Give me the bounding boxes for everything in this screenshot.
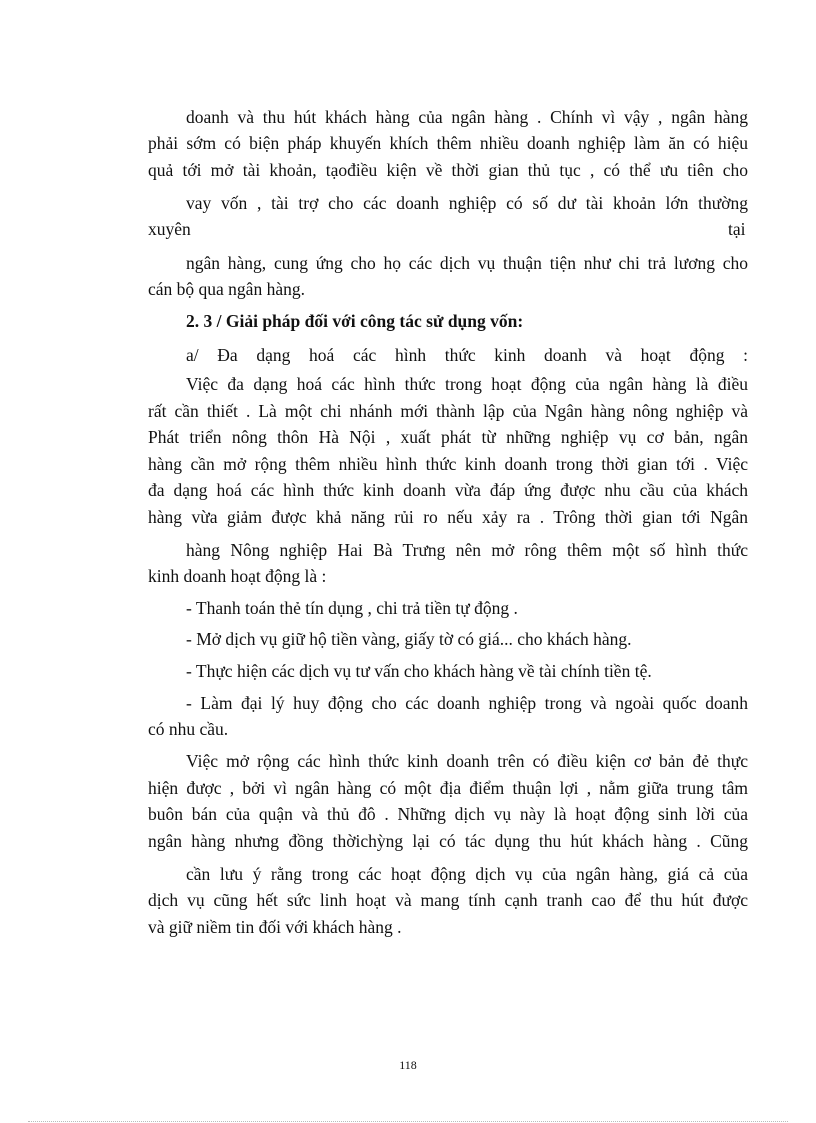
- body-line: ngân hàng nhưng đồng thờichỳng lại có tác dụng thu hút khách hàng . Cũng: [148, 831, 748, 851]
- body-line: hàng vừa giảm được khả năng rủi ro nếu xảy ra . Trông thời gian tới Ngân: [148, 507, 748, 527]
- body-line: quả tới mở tài khoản, tạođiều kiện về thời gian thủ tục , có thể ưu tiên cho: [148, 160, 748, 180]
- body-line: và giữ niềm tin đối với khách hàng .: [148, 917, 402, 937]
- subsection-heading: a/ Đa dạng hoá các hình thức kinh doanh và hoạt động :: [186, 345, 748, 365]
- body-line: vay vốn , tài trợ cho các doanh nghiệp có số dư tài khoản lớn thường: [186, 193, 748, 213]
- list-item-continued: có nhu cầu.: [148, 719, 229, 739]
- body-line: rất cần thiết . Là một chi nhánh mới thành lập của Ngân hàng nông nghiệp và: [148, 401, 748, 421]
- body-line: kinh doanh hoạt động là :: [148, 566, 327, 586]
- page-edge-divider: [28, 1121, 788, 1122]
- body-line: phải sớm có biện pháp khuyến khích thêm nhiều doanh nghiệp làm ăn có hiệu: [148, 133, 748, 153]
- body-line: Việc đa dạng hoá các hình thức trong hoạt động của ngân hàng là điều: [186, 374, 748, 394]
- body-line: xuyên: [148, 219, 191, 239]
- list-item: - Thanh toán thẻ tín dụng , chi trả tiền tự động .: [186, 598, 518, 618]
- body-line: đa dạng hoá các hình thức kinh doanh vừa đáp ứng được nhu cầu của khách: [148, 480, 748, 500]
- body-line: ngân hàng, cung ứng cho họ các dịch vụ thuận tiện như chi trả lương cho: [186, 253, 748, 273]
- list-item: - Làm đại lý huy động cho các doanh nghiệp trong và ngoài quốc doanh: [186, 693, 748, 713]
- body-line: hiện được , bởi vì ngân hàng có một địa điểm thuận lợi , nằm giữa trung tâm: [148, 778, 748, 798]
- body-line: Việc mở rộng các hình thức kinh doanh trên có điều kiện cơ bản đẻ thực: [186, 751, 748, 771]
- page-number: 118: [399, 1058, 417, 1072]
- section-heading: 2. 3 / Giải pháp đối với công tác sử dụng vốn:: [186, 311, 524, 331]
- body-line: tại: [728, 219, 746, 239]
- list-item: - Thực hiện các dịch vụ tư vấn cho khách hàng về tài chính tiền tệ.: [186, 661, 652, 681]
- body-line: doanh và thu hút khách hàng của ngân hàng . Chính vì vậy , ngân hàng: [186, 107, 748, 127]
- body-line: hàng Nông nghiệp Hai Bà Trưng nên mở rông thêm một số hình thức: [186, 540, 748, 560]
- body-line: hàng cần mở rộng thêm nhiều hình thức kinh doanh trong thời gian tới . Việc: [148, 454, 748, 474]
- body-line: Phát triển nông thôn Hà Nội , xuất phát từ những nghiệp vụ cơ bản, ngân: [148, 427, 748, 447]
- list-item: - Mở dịch vụ giữ hộ tiền vàng, giấy tờ có giá... cho khách hàng.: [186, 629, 632, 649]
- body-line: buôn bán của quận và thủ đô . Những dịch vụ này là hoạt động sinh lời của: [148, 804, 748, 824]
- body-line: dịch vụ cũng hết sức linh hoạt và mang tính cạnh tranh cao để thu hút được: [148, 890, 748, 910]
- body-line: cần lưu ý rằng trong các hoạt động dịch vụ của ngân hàng, giá cả của: [186, 864, 748, 884]
- body-line: cán bộ qua ngân hàng.: [148, 279, 305, 299]
